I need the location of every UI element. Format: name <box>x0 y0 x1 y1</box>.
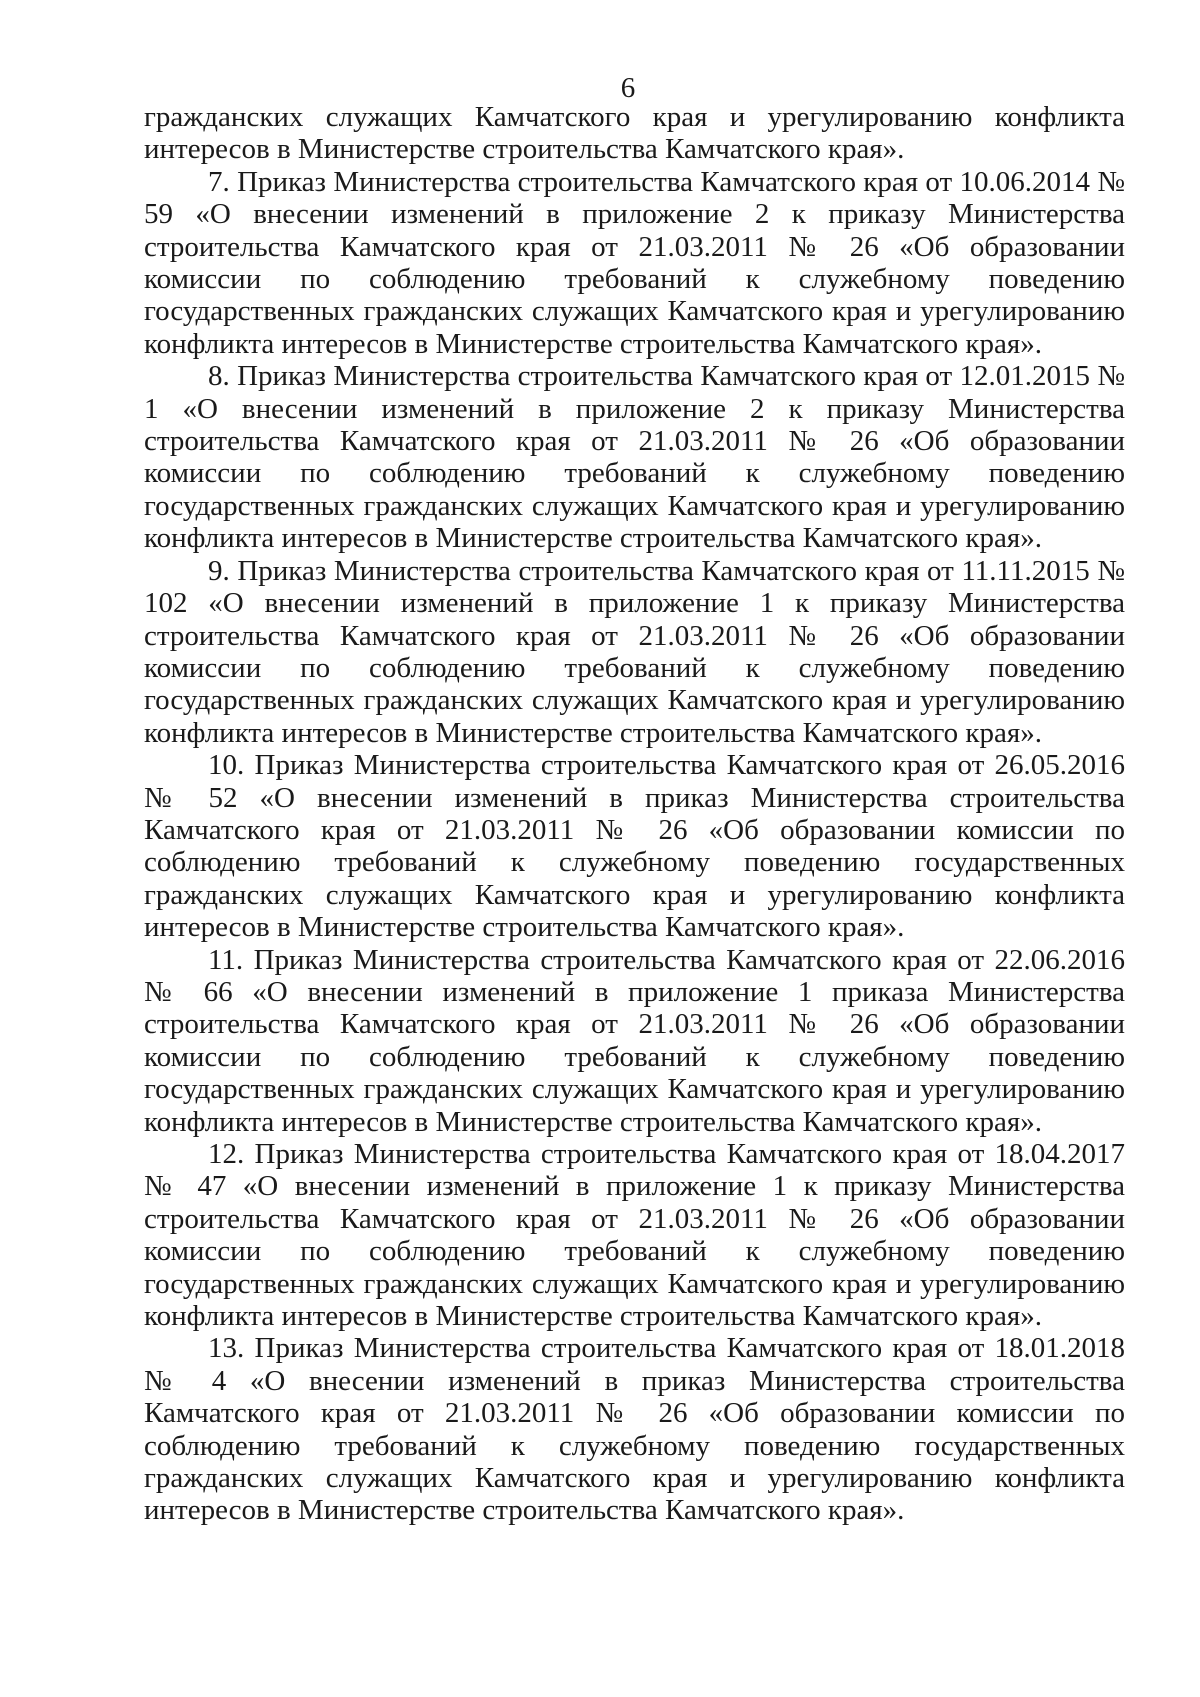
list-item: 9. Приказ Министерства строительства Камчатского края от 11.11.2015 № 102 «О внесении изменений в приложение 1 к приказу Министерства строительства Камчатского края от 21.03.2011 № 26 «Об образовании комиссии по соблюдению требований к служебному поведению государственных гражданских служащих Камчатского края и урегулированию конфликта интересов в Министерстве строительства Камчатского края». <box>144 554 1125 749</box>
list-item: 8. Приказ Министерства строительства Камчатского края от 12.01.2015 № 1 «О внесении изменений в приложение 2 к приказу Министерства строительства Камчатского края от 21.03.2011 № 26 «Об образовании комиссии по соблюдению требований к служебному поведению государственных гражданских служащих Камчатского края и урегулированию конфликта интересов в Министерстве строительства Камчатского края». <box>144 360 1125 555</box>
page-number: 6 <box>620 72 636 104</box>
list-item: 11. Приказ Министерства строительства Камчатского края от 22.06.2016 № 66 «О внесении изменений в приложение 1 приказа Министерства строительства Камчатского края от 21.03.2011 № 26 «Об образовании комиссии по соблюдению требований к служебному поведению государственных гражданских служащих Камчатского края и урегулированию конфликта интересов в Министерстве строительства Камчатского края». <box>144 943 1125 1138</box>
list-item: 7. Приказ Министерства строительства Камчатского края от 10.06.2014 № 59 «О внесении изменений в приложение 2 к приказу Министерства строительства Камчатского края от 21.03.2011 № 26 «Об образовании комиссии по соблюдению требований к служебному поведению государственных гражданских служащих Камчатского края и урегулированию конфликта интересов в Министерстве строительства Камчатского края». <box>144 165 1125 360</box>
list-item: 13. Приказ Министерства строительства Камчатского края от 18.01.2018 № 4 «О внесении изменений в приказ Министерства строительства Камчатского края от 21.03.2011 № 26 «Об образовании комиссии по соблюдению требований к служебному поведению государственных гражданских служащих Камчатского края и урегулированию конфликта интересов в Министерстве строительства Камчатского края». <box>144 1332 1125 1527</box>
document-body <box>144 101 1125 1527</box>
list-item: 12. Приказ Министерства строительства Камчатского края от 18.04.2017 № 47 «О внесении изменений в приложение 1 к приказу Министерства строительства Камчатского края от 21.03.2011 № 26 «Об образовании комиссии по соблюдению требований к служебному поведению государственных гражданских служащих Камчатского края и урегулированию конфликта интересов в Министерстве строительства Камчатского края». <box>144 1138 1125 1333</box>
continuation-paragraph: гражданских служащих Камчатского края и урегулированию конфликта интересов в Министерстве строительства Камчатского края». <box>144 101 1125 166</box>
list-item: 10. Приказ Министерства строительства Камчатского края от 26.05.2016 № 52 «О внесении изменений в приказ Министерства строительства Камчатского края от 21.03.2011 № 26 «Об образовании комиссии по соблюдению требований к служебному поведению государственных гражданских служащих Камчатского края и урегулированию конфликта интересов в Министерстве строительства Камчатского края». <box>144 749 1125 944</box>
